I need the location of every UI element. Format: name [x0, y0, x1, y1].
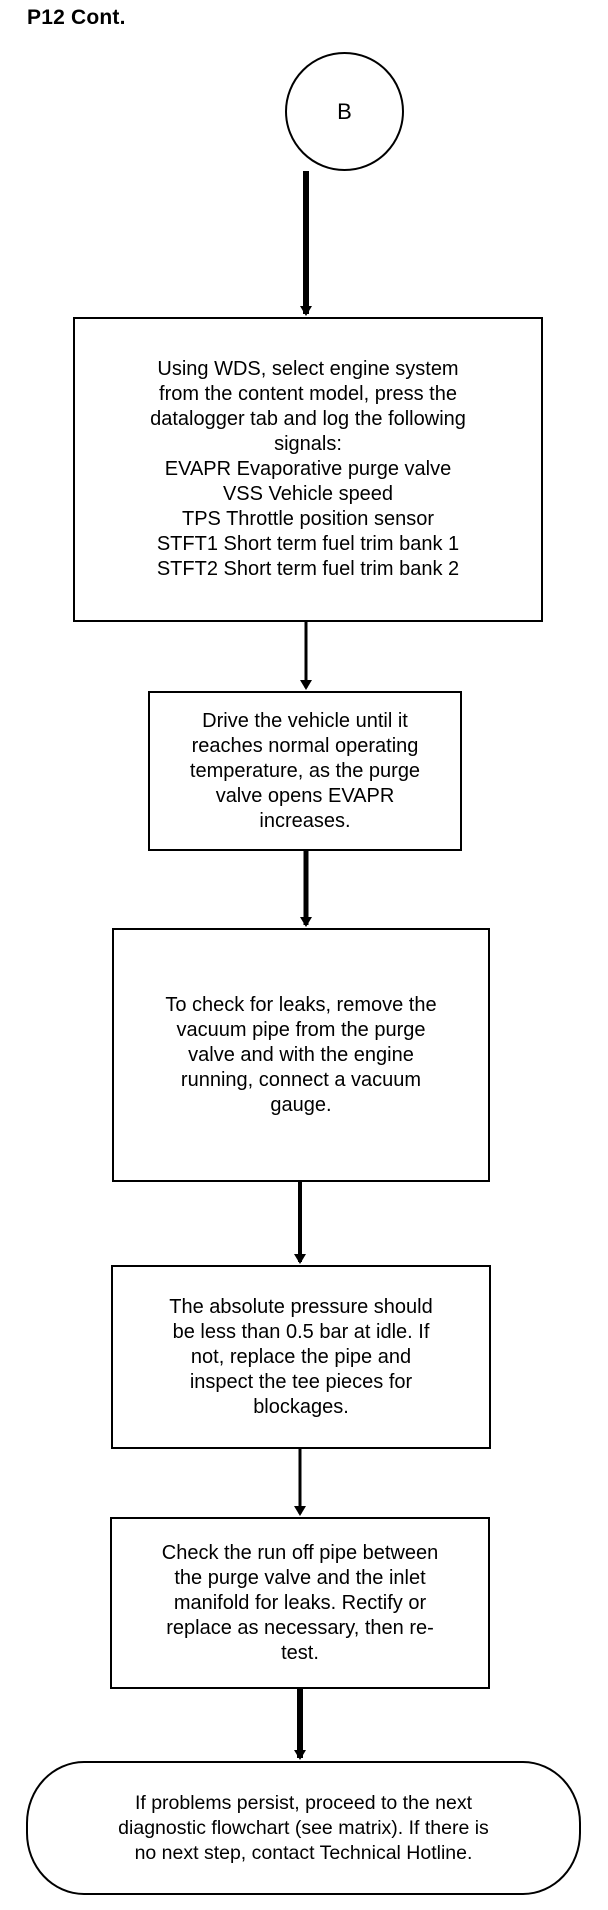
step-3-line: running, connect a vacuum [180, 1068, 422, 1091]
step-1-box [73, 317, 543, 622]
step-2-line: Drive the vehicle until it [202, 709, 408, 732]
step-5-line: manifold for leaks. Rectify or [173, 1591, 427, 1614]
step-1-line: Using WDS, select engine system [157, 358, 459, 380]
step-1-line: signals: [274, 433, 342, 455]
step-3-line: valve and with the engine [188, 1043, 414, 1066]
step-4-line: be less than 0.5 bar at idle. If [172, 1320, 430, 1343]
step-1-line: datalogger tab and log the following [150, 408, 466, 430]
step-5-line: Check the run off pipe between [161, 1541, 439, 1564]
step-3-line: To check for leaks, remove the [165, 993, 437, 1016]
step-2-box [148, 691, 462, 851]
step-4-line: blockages. [253, 1395, 349, 1418]
step-2-line: increases. [259, 809, 351, 832]
step-5-box [110, 1517, 490, 1689]
step-4-box [111, 1265, 491, 1449]
step-1-line: STFT2 Short term fuel trim bank 2 [156, 558, 460, 580]
connector-label: B [337, 98, 352, 124]
step-1-line: STFT1 Short term fuel trim bank 1 [156, 533, 460, 555]
step-2-line: temperature, as the purge [189, 759, 421, 782]
step-5-line: replace as necessary, then re- [166, 1616, 434, 1639]
step-4-line: not, replace the pipe and [190, 1345, 412, 1368]
step-1-line: EVAPR Evaporative purge valve [164, 458, 452, 480]
end-terminal [26, 1761, 581, 1895]
step-3-line: gauge. [270, 1093, 332, 1116]
step-3-line: vacuum pipe from the purge [176, 1018, 426, 1041]
step-2-line: reaches normal operating [191, 734, 419, 757]
step-4-line: inspect the tee pieces for [189, 1370, 413, 1393]
step-3-box [112, 928, 490, 1182]
connector-b [285, 52, 404, 171]
step-5-line: the purge valve and the inlet [174, 1566, 426, 1589]
step-1-line: TPS Throttle position sensor [182, 508, 434, 530]
page-title: P12 Cont. [27, 6, 126, 29]
step-5-line: test. [281, 1641, 319, 1664]
step-4-line: The absolute pressure should [169, 1295, 433, 1318]
terminal-line: no next step, contact Technical Hotline. [134, 1841, 473, 1864]
terminal-line: diagnostic flowchart (see matrix). If there is [118, 1816, 489, 1839]
step-2-line: valve opens EVAPR [215, 784, 395, 807]
step-1-line: VSS Vehicle speed [222, 483, 394, 505]
terminal-line: If problems persist, proceed to the next [134, 1791, 473, 1814]
step-1-line: from the content model, press the [159, 383, 457, 405]
